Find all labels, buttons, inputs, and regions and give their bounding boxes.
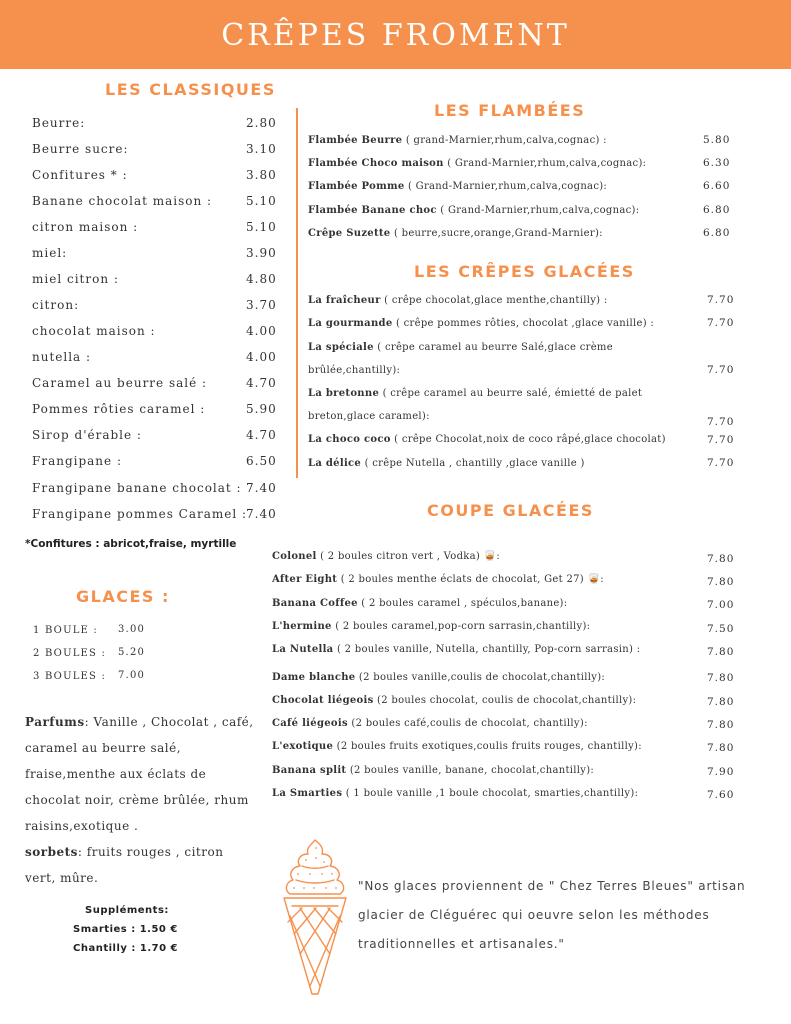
coupe-item xyxy=(272,574,604,585)
classique-name: chocolat maison : xyxy=(32,324,156,338)
crepe-glacee-price: 7.70 xyxy=(707,364,735,376)
glace-label: 3 BOULES : xyxy=(33,671,107,682)
crepe-glacee-item-cont: brûlée,chantilly): xyxy=(308,365,401,376)
item-desc: ( crêpe caramel au beurre Salé,glace crème xyxy=(373,342,613,353)
item-name: Flambée Pomme xyxy=(308,181,405,192)
classique-name: Beurre: xyxy=(32,116,86,130)
item-desc: (2 boules vanille, banane, chocolat,chantilly): xyxy=(346,765,595,776)
item-desc: ( crêpe Nutella , chantilly ,glace vanille ) xyxy=(361,458,585,469)
classique-name: Sirop d'érable : xyxy=(32,428,142,442)
item-desc: ( crêpe Chocolat,noix de coco râpé,glace chocolat) xyxy=(390,434,666,445)
flambee-item xyxy=(308,135,607,146)
coupe-price: 7.80 xyxy=(707,696,735,708)
crepe-glacee-price: 7.70 xyxy=(707,294,735,306)
item-desc: ( crêpe chocolat,glace menthe,chantilly) : xyxy=(380,295,608,306)
classique-price: 5.10 xyxy=(246,194,277,208)
item-desc: ( 2 boules vanille, Nutella, chantilly, Pop-corn sarrasin) : xyxy=(333,644,641,655)
item-desc: ( 2 boules menthe éclats de chocolat, Get 27) 🥃: xyxy=(337,574,604,585)
flambee-price: 6.80 xyxy=(703,204,731,216)
coupe-item xyxy=(272,718,588,729)
item-name: Banana Coffee xyxy=(272,598,358,609)
classique-name: Frangipane : xyxy=(32,454,122,468)
coupe-item xyxy=(272,672,605,683)
classique-price: 3.10 xyxy=(246,142,277,156)
item-desc: (2 boules café,coulis de chocolat, chantilly): xyxy=(347,718,588,729)
item-name: Crêpe Suzette xyxy=(308,228,391,239)
classique-price: 4.00 xyxy=(246,350,277,364)
crepe-glacee-price: 7.70 xyxy=(707,317,735,329)
coupe-price: 7.80 xyxy=(707,646,735,658)
column-divider xyxy=(296,108,298,478)
item-name: L'exotique xyxy=(272,741,334,752)
item-desc: ( Grand-Marnier,rhum,calva,cognac): xyxy=(443,158,647,169)
classique-name: miel: xyxy=(32,246,68,260)
flambee-item xyxy=(308,205,639,216)
coupe-price: 7.80 xyxy=(707,742,735,754)
item-name: La spéciale xyxy=(308,342,374,353)
item-desc: ( Grand-Marnier,rhum,calva,cognac): xyxy=(436,205,640,216)
item-desc: ( Grand-Marnier,rhum,calva,cognac): xyxy=(404,181,608,192)
parfums-text xyxy=(25,709,255,891)
coupes-heading: COUPE GLACÉES xyxy=(427,501,594,520)
item-name: Colonel xyxy=(272,551,317,562)
item-desc: ( crêpe caramel au beurre salé, émietté de palet xyxy=(379,388,643,399)
glace-price: 3.00 xyxy=(118,624,146,635)
item-desc: ( 2 boules citron vert , Vodka) 🥃: xyxy=(316,551,501,562)
quote-text: "Nos glaces proviennent de " Chez Terres Bleues" artisan glacier de Cléguérec qui oeuvre selon les méthodes traditionnelles et artisanales." xyxy=(358,879,746,951)
item-desc: ( 2 boules caramel , spéculos,banane): xyxy=(357,598,568,609)
classique-price: 5.90 xyxy=(246,402,277,416)
supplements-title: Suppléments: xyxy=(85,905,169,916)
crepe-glacee-item xyxy=(308,295,608,306)
sorbets-label: sorbets xyxy=(25,845,78,859)
confitures-note: *Confitures : abricot,fraise, myrtille xyxy=(25,538,237,550)
item-name: Dame blanche xyxy=(272,672,356,683)
flambee-price: 6.80 xyxy=(703,227,731,239)
coupe-item xyxy=(272,598,567,609)
classique-name: Frangipane pommes Caramel : xyxy=(32,507,248,521)
item-name: L'hermine xyxy=(272,621,332,632)
classique-price: 5.10 xyxy=(246,220,277,234)
classique-name: Frangipane banane chocolat : xyxy=(32,481,242,495)
crepe-glacee-item xyxy=(308,318,654,329)
classique-price: 4.70 xyxy=(246,376,277,390)
item-name: Flambée Beurre xyxy=(308,135,403,146)
classique-price: 3.70 xyxy=(246,298,277,312)
classique-price: 4.70 xyxy=(246,428,277,442)
coupe-item xyxy=(272,621,590,632)
flambee-price: 5.80 xyxy=(703,134,731,146)
classique-price: 7.40 xyxy=(246,507,277,521)
classique-name: Banane chocolat maison : xyxy=(32,194,213,208)
classique-price: 4.00 xyxy=(246,324,277,338)
coupe-item xyxy=(272,695,636,706)
coupe-item xyxy=(272,788,638,799)
item-name: Flambée Choco maison xyxy=(308,158,444,169)
glace-price: 5.20 xyxy=(118,647,146,658)
coupe-price: 7.00 xyxy=(707,599,735,611)
classique-name: Pommes rôties caramel : xyxy=(32,402,206,416)
classique-name: nutella : xyxy=(32,350,92,364)
crepe-glacee-item xyxy=(308,388,642,399)
glaces-heading: GLACES : xyxy=(76,587,170,606)
item-name: La choco coco xyxy=(308,434,391,445)
classique-name: Confitures * : xyxy=(32,168,128,182)
crepe-glacee-item xyxy=(308,342,613,353)
glace-price: 7.00 xyxy=(118,670,146,681)
classique-price: 4.80 xyxy=(246,272,277,286)
item-name: La Smarties xyxy=(272,788,343,799)
coupe-price: 7.60 xyxy=(707,789,735,801)
coupe-price: 7.50 xyxy=(707,623,735,635)
flambee-item xyxy=(308,181,607,192)
item-desc: (2 boules vanille,coulis de chocolat,chantilly): xyxy=(355,672,606,683)
item-desc: ( beurre,sucre,orange,Grand-Marnier): xyxy=(390,228,603,239)
item-name: Chocolat liégeois xyxy=(272,695,374,706)
crepe-glacee-price: 7.70 xyxy=(707,434,735,446)
classique-name: citron maison : xyxy=(32,220,139,234)
crepes-glacees-heading: LES CRÊPES GLACÉES xyxy=(414,262,635,281)
classique-name: miel citron : xyxy=(32,272,119,286)
coupe-price: 7.80 xyxy=(707,672,735,684)
coupe-price: 7.90 xyxy=(707,766,735,778)
classique-price: 3.80 xyxy=(246,168,277,182)
classique-price: 2.80 xyxy=(246,116,277,130)
sorbets-list: : fruits rouges , citron vert, mûre. xyxy=(25,845,224,885)
supplement-line: Chantilly : 1.70 € xyxy=(73,943,178,954)
coupe-item xyxy=(272,741,642,752)
item-desc: ( 2 boules caramel,pop-corn sarrasin,chantilly): xyxy=(331,621,591,632)
classiques-heading: LES CLASSIQUES xyxy=(105,80,276,99)
item-name: Banana split xyxy=(272,765,347,776)
crepe-glacee-item xyxy=(308,434,666,445)
classique-name: Caramel au beurre salé : xyxy=(32,376,208,390)
glace-label: 2 BOULES : xyxy=(33,648,107,659)
classique-price: 6.50 xyxy=(246,454,277,468)
flambee-price: 6.30 xyxy=(703,157,731,169)
classique-name: citron: xyxy=(32,298,80,312)
coupe-price: 7.80 xyxy=(707,719,735,731)
coupe-price: 7.80 xyxy=(707,576,735,588)
classique-price: 7.40 xyxy=(246,481,277,495)
crepe-glacee-item-cont: breton,glace caramel): xyxy=(308,411,430,422)
item-name: Flambée Banane choc xyxy=(308,205,437,216)
supplement-line: Smarties : 1.50 € xyxy=(73,924,178,935)
item-name: La gourmande xyxy=(308,318,393,329)
classique-price: 3.90 xyxy=(246,246,277,260)
crepe-glacee-item xyxy=(308,458,585,469)
glace-label: 1 BOULE : xyxy=(33,625,98,636)
flambee-item xyxy=(308,228,603,239)
coupe-item xyxy=(272,551,500,562)
item-desc: ( 1 boule vanille ,1 boule chocolat, smarties,chantilly): xyxy=(342,788,639,799)
page-title: CRÊPES FROMENT xyxy=(221,18,570,53)
ice-cream-cone-icon xyxy=(280,836,350,998)
parfums-label: Parfums xyxy=(25,715,85,729)
classique-name: Beurre sucre: xyxy=(32,142,129,156)
item-desc: (2 boules fruits exotiques,coulis fruits rouges, chantilly): xyxy=(333,741,642,752)
item-name: La bretonne xyxy=(308,388,380,399)
crepe-glacee-price: 7.70 xyxy=(707,416,735,428)
flambees-heading: LES FLAMBÉES xyxy=(434,101,586,120)
crepe-glacee-price: 7.70 xyxy=(707,457,735,469)
item-name: La Nutella xyxy=(272,644,334,655)
coupe-price: 7.80 xyxy=(707,553,735,565)
item-name: After Eight xyxy=(272,574,338,585)
item-name: La délice xyxy=(308,458,362,469)
coupe-item xyxy=(272,765,594,776)
parfums-list: : Vanille , Chocolat , café, caramel au beurre salé, fraise,menthe aux éclats de chocolat noir, crème brûlée, rhum raisins,exotique . xyxy=(25,715,254,833)
item-name: La fraîcheur xyxy=(308,295,381,306)
flambee-price: 6.60 xyxy=(703,180,731,192)
item-desc: (2 boules chocolat, coulis de chocolat,chantilly): xyxy=(373,695,637,706)
flambee-item xyxy=(308,158,646,169)
item-desc: ( grand-Marnier,rhum,calva,cognac) : xyxy=(402,135,607,146)
item-desc: ( crêpe pommes rôties, chocolat ,glace vanille) : xyxy=(392,318,655,329)
coupe-item xyxy=(272,644,640,655)
item-name: Café liégeois xyxy=(272,718,348,729)
